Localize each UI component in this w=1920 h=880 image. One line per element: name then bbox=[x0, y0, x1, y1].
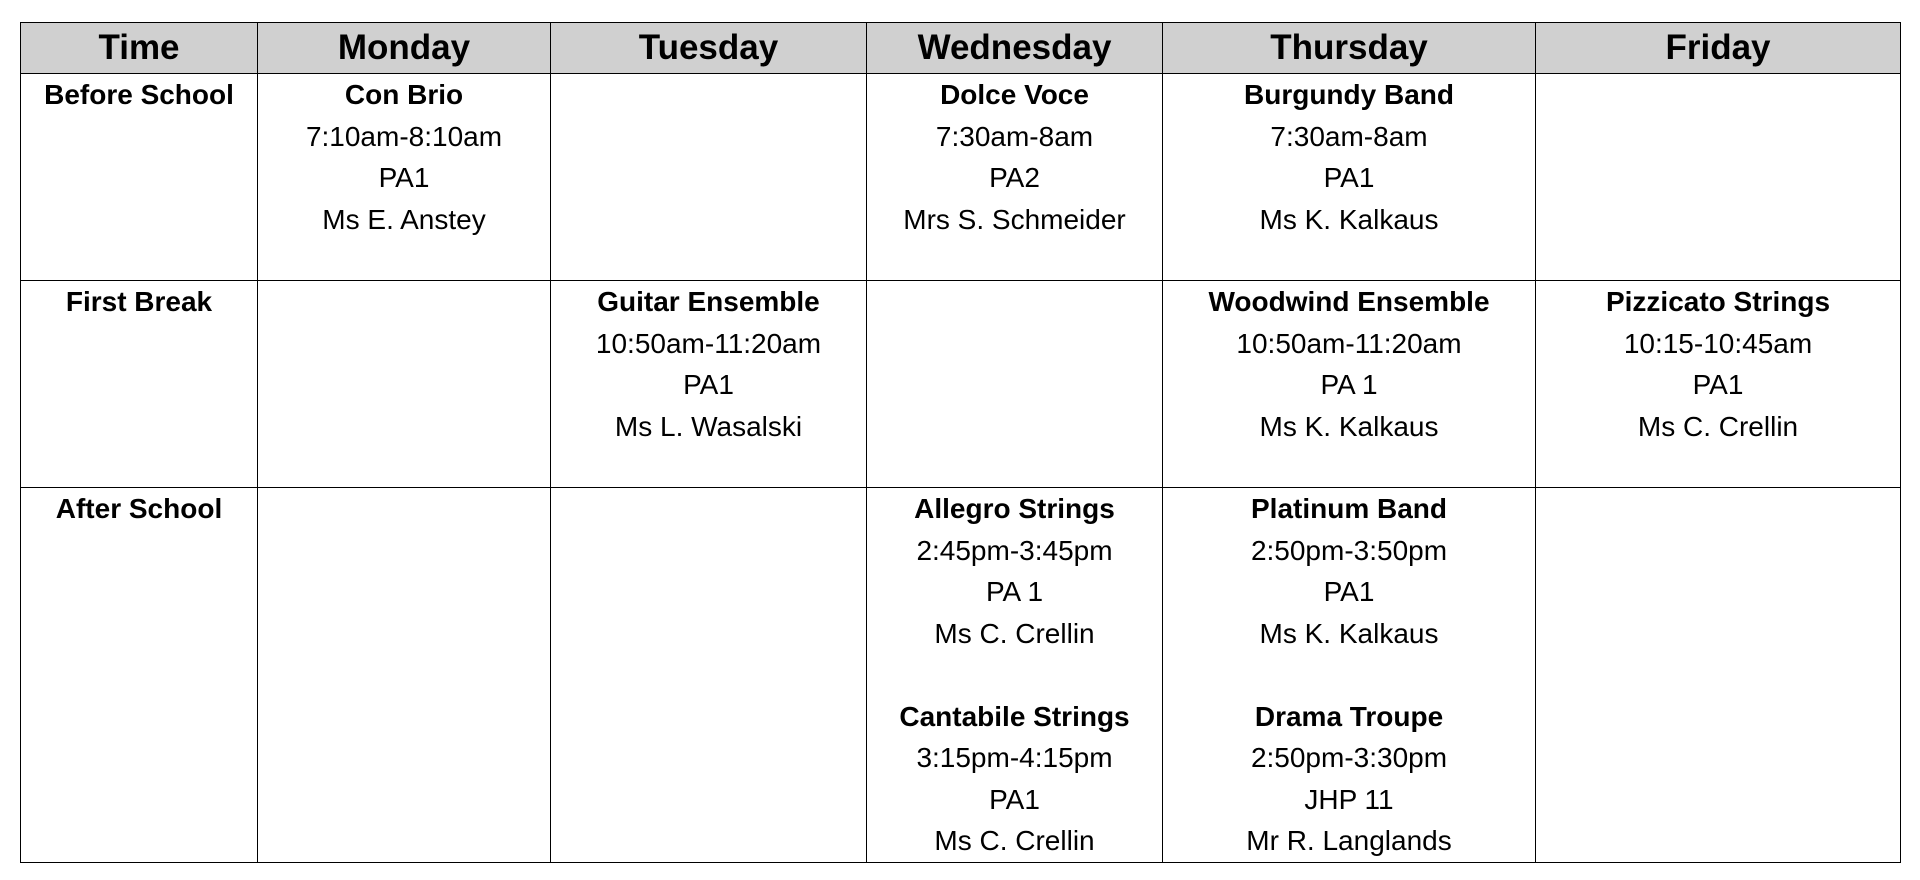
timetable-sheet bbox=[20, 22, 1901, 863]
row-first-break bbox=[21, 281, 1901, 488]
header-row bbox=[21, 23, 1901, 74]
activity-name: Dolce Voce bbox=[940, 79, 1089, 110]
activity-name: Burgundy Band bbox=[1244, 79, 1454, 110]
activity-name: Guitar Ensemble bbox=[597, 286, 820, 317]
activity-teacher: Ms L. Wasalski bbox=[614, 410, 803, 442]
cell-after-school-thursday bbox=[1163, 488, 1536, 863]
activity-entry bbox=[1163, 488, 1535, 654]
activity-room: JHP 11 bbox=[1304, 783, 1394, 815]
activity-time: 2:45pm-3:45pm bbox=[916, 534, 1113, 566]
activity-room: PA1 bbox=[1323, 576, 1375, 607]
activity-room: PA1 bbox=[1692, 369, 1744, 400]
header-friday: Friday bbox=[1536, 23, 1901, 74]
cell-after-school-wednesday bbox=[867, 488, 1163, 863]
activity-teacher: Ms C. Crellin bbox=[934, 617, 1095, 649]
cell-before-school-monday bbox=[258, 74, 551, 281]
cell-before-school-thursday bbox=[1163, 74, 1536, 281]
activity-teacher: Ms K. Kalkaus bbox=[1259, 410, 1439, 442]
cell-before-school-friday bbox=[1536, 74, 1901, 281]
activity-name: Woodwind Ensemble bbox=[1208, 286, 1490, 317]
activity-teacher: Ms K. Kalkaus bbox=[1259, 617, 1439, 649]
activity-teacher: Mrs S. Schmeider bbox=[903, 203, 1126, 235]
activity-teacher: Ms K. Kalkaus bbox=[1259, 203, 1439, 235]
activity-room: PA2 bbox=[989, 162, 1040, 193]
activity-time: 3:15pm-4:15pm bbox=[916, 742, 1113, 773]
cell-after-school-monday bbox=[258, 488, 551, 863]
activity-time: 2:50pm-3:50pm bbox=[1250, 534, 1448, 566]
activity-time: 10:50am-11:20am bbox=[595, 327, 822, 359]
header-wednesday: Wednesday bbox=[867, 23, 1163, 74]
activity-name: Platinum Band bbox=[1250, 493, 1447, 524]
slot-label: First Break bbox=[21, 281, 258, 488]
header-time: Time bbox=[21, 23, 258, 74]
activity-entry bbox=[1163, 281, 1535, 447]
activity-teacher: Ms C. Crellin bbox=[1637, 410, 1799, 442]
cell-first-break-friday bbox=[1536, 281, 1901, 488]
slot-label: After School bbox=[21, 488, 258, 863]
activity-entry bbox=[867, 74, 1162, 240]
activity-room: PA 1 bbox=[985, 576, 1044, 607]
activity-time: 10:15-10:45am bbox=[1623, 327, 1813, 359]
activity-entry bbox=[1536, 281, 1900, 447]
activity-room: PA1 bbox=[989, 783, 1040, 815]
row-before-school bbox=[21, 74, 1901, 281]
cell-before-school-wednesday bbox=[867, 74, 1163, 281]
activity-entry bbox=[551, 281, 866, 447]
activity-teacher: Ms C. Crellin bbox=[934, 825, 1095, 856]
row-after-school bbox=[21, 488, 1901, 863]
activity-room: PA1 bbox=[683, 369, 734, 400]
header-tuesday: Tuesday bbox=[551, 23, 867, 74]
cell-first-break-wednesday bbox=[867, 281, 1163, 488]
cell-after-school-tuesday bbox=[551, 488, 867, 863]
slot-label: Before School bbox=[21, 74, 258, 281]
activity-name: Cantabile Strings bbox=[899, 700, 1130, 732]
cell-after-school-friday bbox=[1536, 488, 1901, 863]
activity-entry bbox=[258, 74, 550, 240]
header-monday: Monday bbox=[258, 23, 551, 74]
activity-entry bbox=[1163, 696, 1535, 862]
activity-time: 7:10am-8:10am bbox=[305, 120, 503, 152]
activity-room: PA 1 bbox=[1320, 369, 1378, 400]
activity-name: Allegro Strings bbox=[914, 493, 1115, 524]
activity-name: Pizzicato Strings bbox=[1605, 286, 1831, 317]
activity-teacher: Mr R. Langlands bbox=[1246, 825, 1452, 856]
cell-first-break-tuesday bbox=[551, 281, 867, 488]
header-thursday: Thursday bbox=[1163, 23, 1536, 74]
activity-time: 7:30am-8am bbox=[935, 120, 1094, 152]
activity-name: Con Brio bbox=[344, 79, 464, 110]
activity-room: PA1 bbox=[378, 162, 430, 193]
activity-entry bbox=[867, 488, 1162, 654]
activity-time: 2:50pm-3:30pm bbox=[1250, 742, 1448, 773]
activity-room: PA1 bbox=[1323, 162, 1375, 193]
cell-first-break-monday bbox=[258, 281, 551, 488]
activity-time: 10:50am-11:20am bbox=[1236, 327, 1462, 359]
activity-entry bbox=[867, 696, 1162, 862]
activity-time: 7:30am-8am bbox=[1270, 120, 1428, 152]
timetable bbox=[20, 22, 1901, 863]
activity-name: Drama Troupe bbox=[1254, 700, 1444, 732]
cell-before-school-tuesday bbox=[551, 74, 867, 281]
activity-entry bbox=[1163, 74, 1535, 240]
cell-first-break-thursday bbox=[1163, 281, 1536, 488]
activity-teacher: Ms E. Anstey bbox=[322, 203, 486, 235]
